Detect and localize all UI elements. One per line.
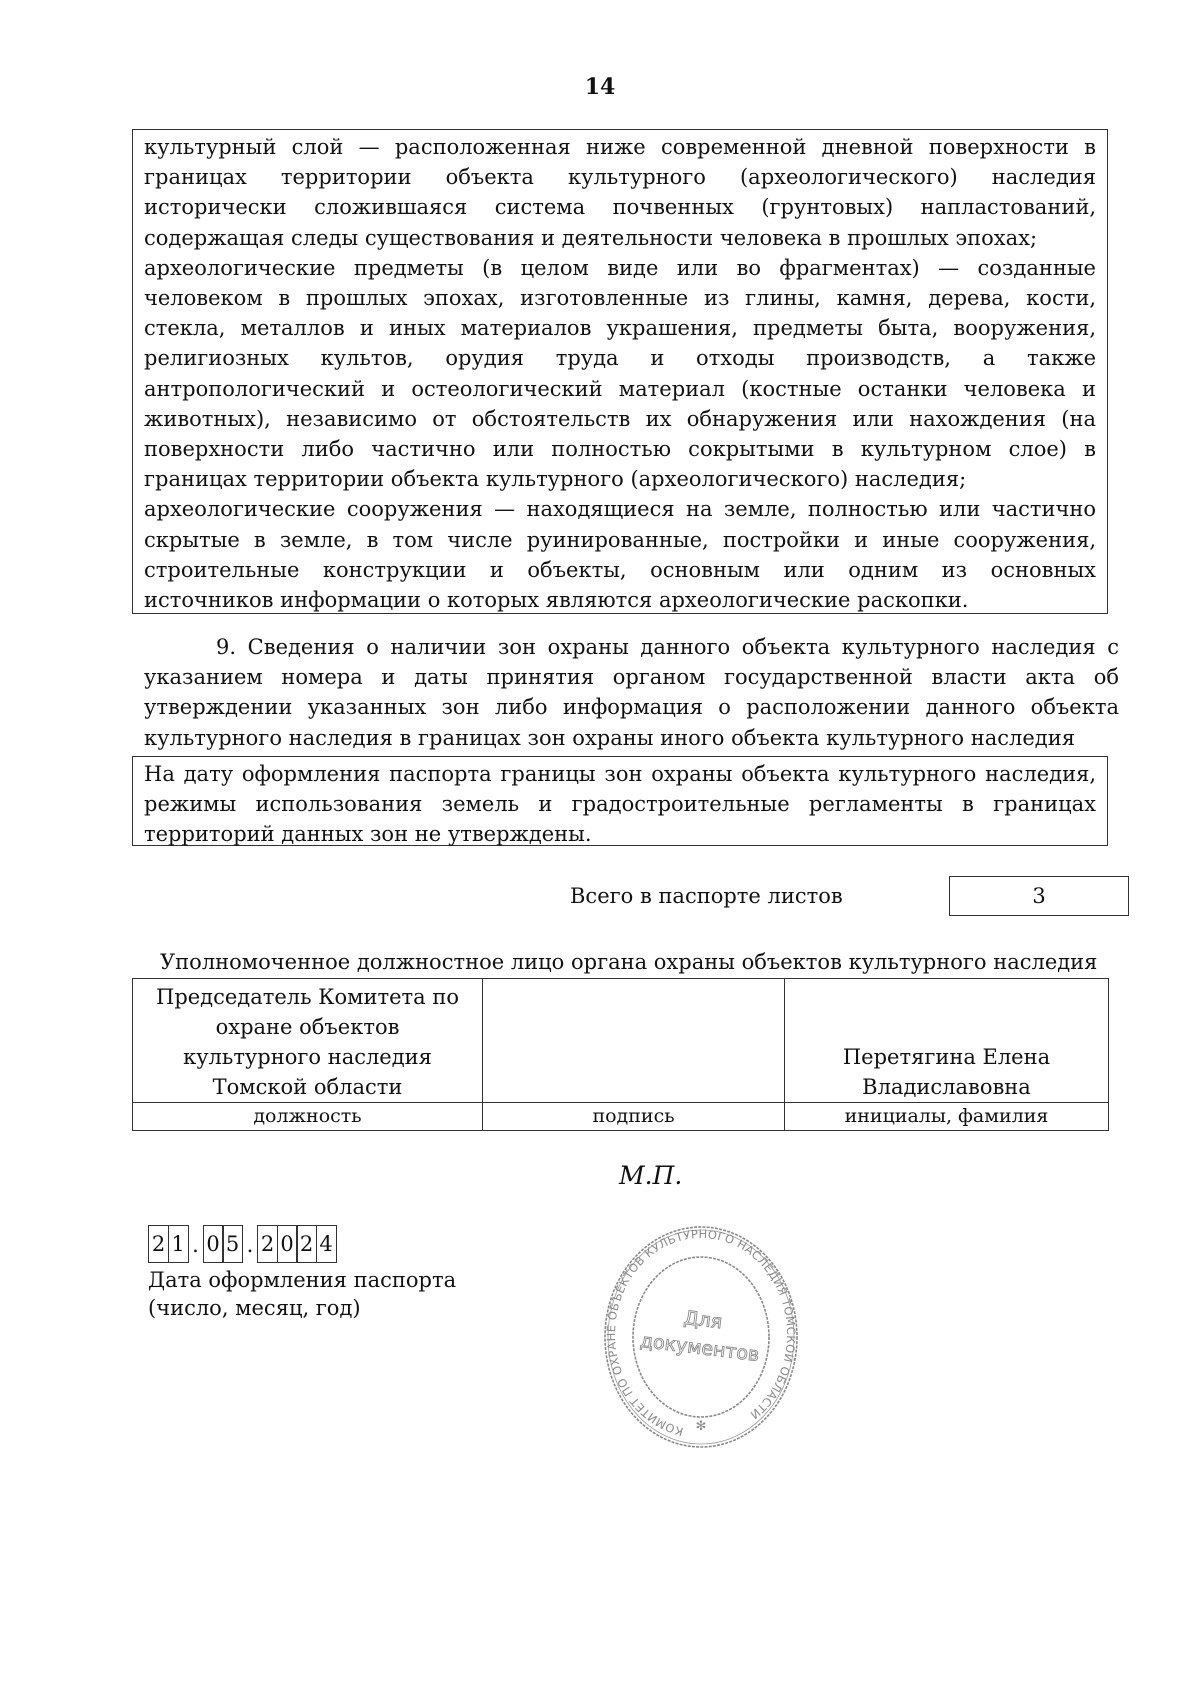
definition-cultural-layer: культурный слой — расположенная ниже современной дневной поверхности в границах территории объекта культурного (археологического) наследия исторически сложившаяся система почвенных (грунтовых) напластований, содержащая следы существования и деятельности человека в прошлых эпохах; [144, 135, 1096, 250]
name-line: Перетягина Елена [842, 1045, 1051, 1069]
position-line: охране объектов [215, 1015, 400, 1039]
section-9-answer-box [132, 756, 1108, 846]
definition-archaeological-structures: археологические сооружения — находящиеся на земле, полностью или частично скрытые в земле, в том числе руинированные, постройки и иные сооружения, строительные конструкции и объекты, основным или одним из основных источников информации о которых являются археологические раскопки. [144, 497, 1096, 613]
date-separator: . [246, 1233, 254, 1257]
issue-date-label [148, 1266, 456, 1322]
official-name-cell [785, 979, 1109, 1103]
official-stamp-icon [604, 1224, 798, 1450]
position-line: культурного наследия [183, 1045, 432, 1069]
stamp-center-line-2: документов [638, 1329, 761, 1367]
stamp-ring-textpath: КОМИТЕТ ПО ОХРАНЕ ОБЪЕКТОВ КУЛЬТУРНОГО НАСЛЕДИЯ ТОМСКОЙ ОБЛАСТИ [604, 1226, 798, 1439]
date-month-digit: 0 [203, 1225, 224, 1263]
date-month-digit: 5 [222, 1225, 243, 1263]
date-year-digit: 0 [277, 1225, 298, 1263]
official-position-cell [133, 979, 483, 1103]
issue-date-boxes [148, 1225, 337, 1263]
signature-table [132, 978, 1109, 1131]
stamp-star: ✻ [695, 1419, 707, 1434]
official-signature-cell [483, 979, 785, 1103]
sheets-count-value: 3 [949, 876, 1129, 916]
date-year-digit: 2 [296, 1225, 317, 1263]
issue-date-label-line: (число, месяц, год) [148, 1296, 361, 1320]
date-day-digit: 2 [148, 1225, 169, 1263]
caption-name: инициалы, фамилия [785, 1103, 1109, 1131]
caption-position: должность [133, 1103, 483, 1131]
position-line: Председатель Комитета по [156, 985, 459, 1009]
date-day-digit: 1 [168, 1225, 189, 1263]
definitions-box [132, 129, 1108, 614]
date-separator: . [192, 1233, 199, 1257]
date-year-digit: 2 [257, 1225, 278, 1263]
authorized-official-title: Уполномоченное должностное лицо органа охраны объектов культурного наследия [160, 950, 1098, 974]
section-9-heading [144, 632, 1119, 753]
issue-date-label-line: Дата оформления паспорта [148, 1268, 457, 1292]
section-9-answer-text: На дату оформления паспорта границы зон охраны объекта культурного наследия, режимы использования земель и градостроительные регламенты в границах территорий данных зон не утверждены. [144, 762, 1096, 847]
seal-place-label: М.П. [619, 1161, 683, 1190]
caption-signature: подпись [483, 1103, 785, 1131]
sheets-count-label: Всего в паспорте листов [570, 884, 843, 908]
stamp-center-line-1: Для [682, 1306, 724, 1334]
section-9-heading-text: 9. Сведения о наличии зон охраны данного объекта культурного наследия с указанием номера и даты принятия органом государственной власти акта об утверждении указанных зон либо информация о расположении данного объекта культурного наследия в границах зон охраны иного объекта культурного наследия [144, 635, 1119, 750]
definition-archaeological-items: археологические предметы (в целом виде или во фрагментах) — созданные человеком в прошлых эпохах, изготовленные из глины, камня, дерева, кости, стекла, металлов и иных материалов украшения, предметы быта, вооружения, религиозных культов, орудия труда и отходы производств, а также антропологический и остеологический материал (костные останки человека и животных), независимо от обстоятельств их обнаружения или нахождения (на поверхности либо частично или полностью сокрытыми в культурном слое) в границах территории объекта культурного (археологического) наследия; [144, 255, 1096, 492]
position-line: Томской области [212, 1075, 403, 1099]
date-year-digit: 4 [316, 1225, 337, 1263]
page-number: 14 [584, 74, 616, 100]
name-line: Владиславовна [862, 1075, 1031, 1099]
